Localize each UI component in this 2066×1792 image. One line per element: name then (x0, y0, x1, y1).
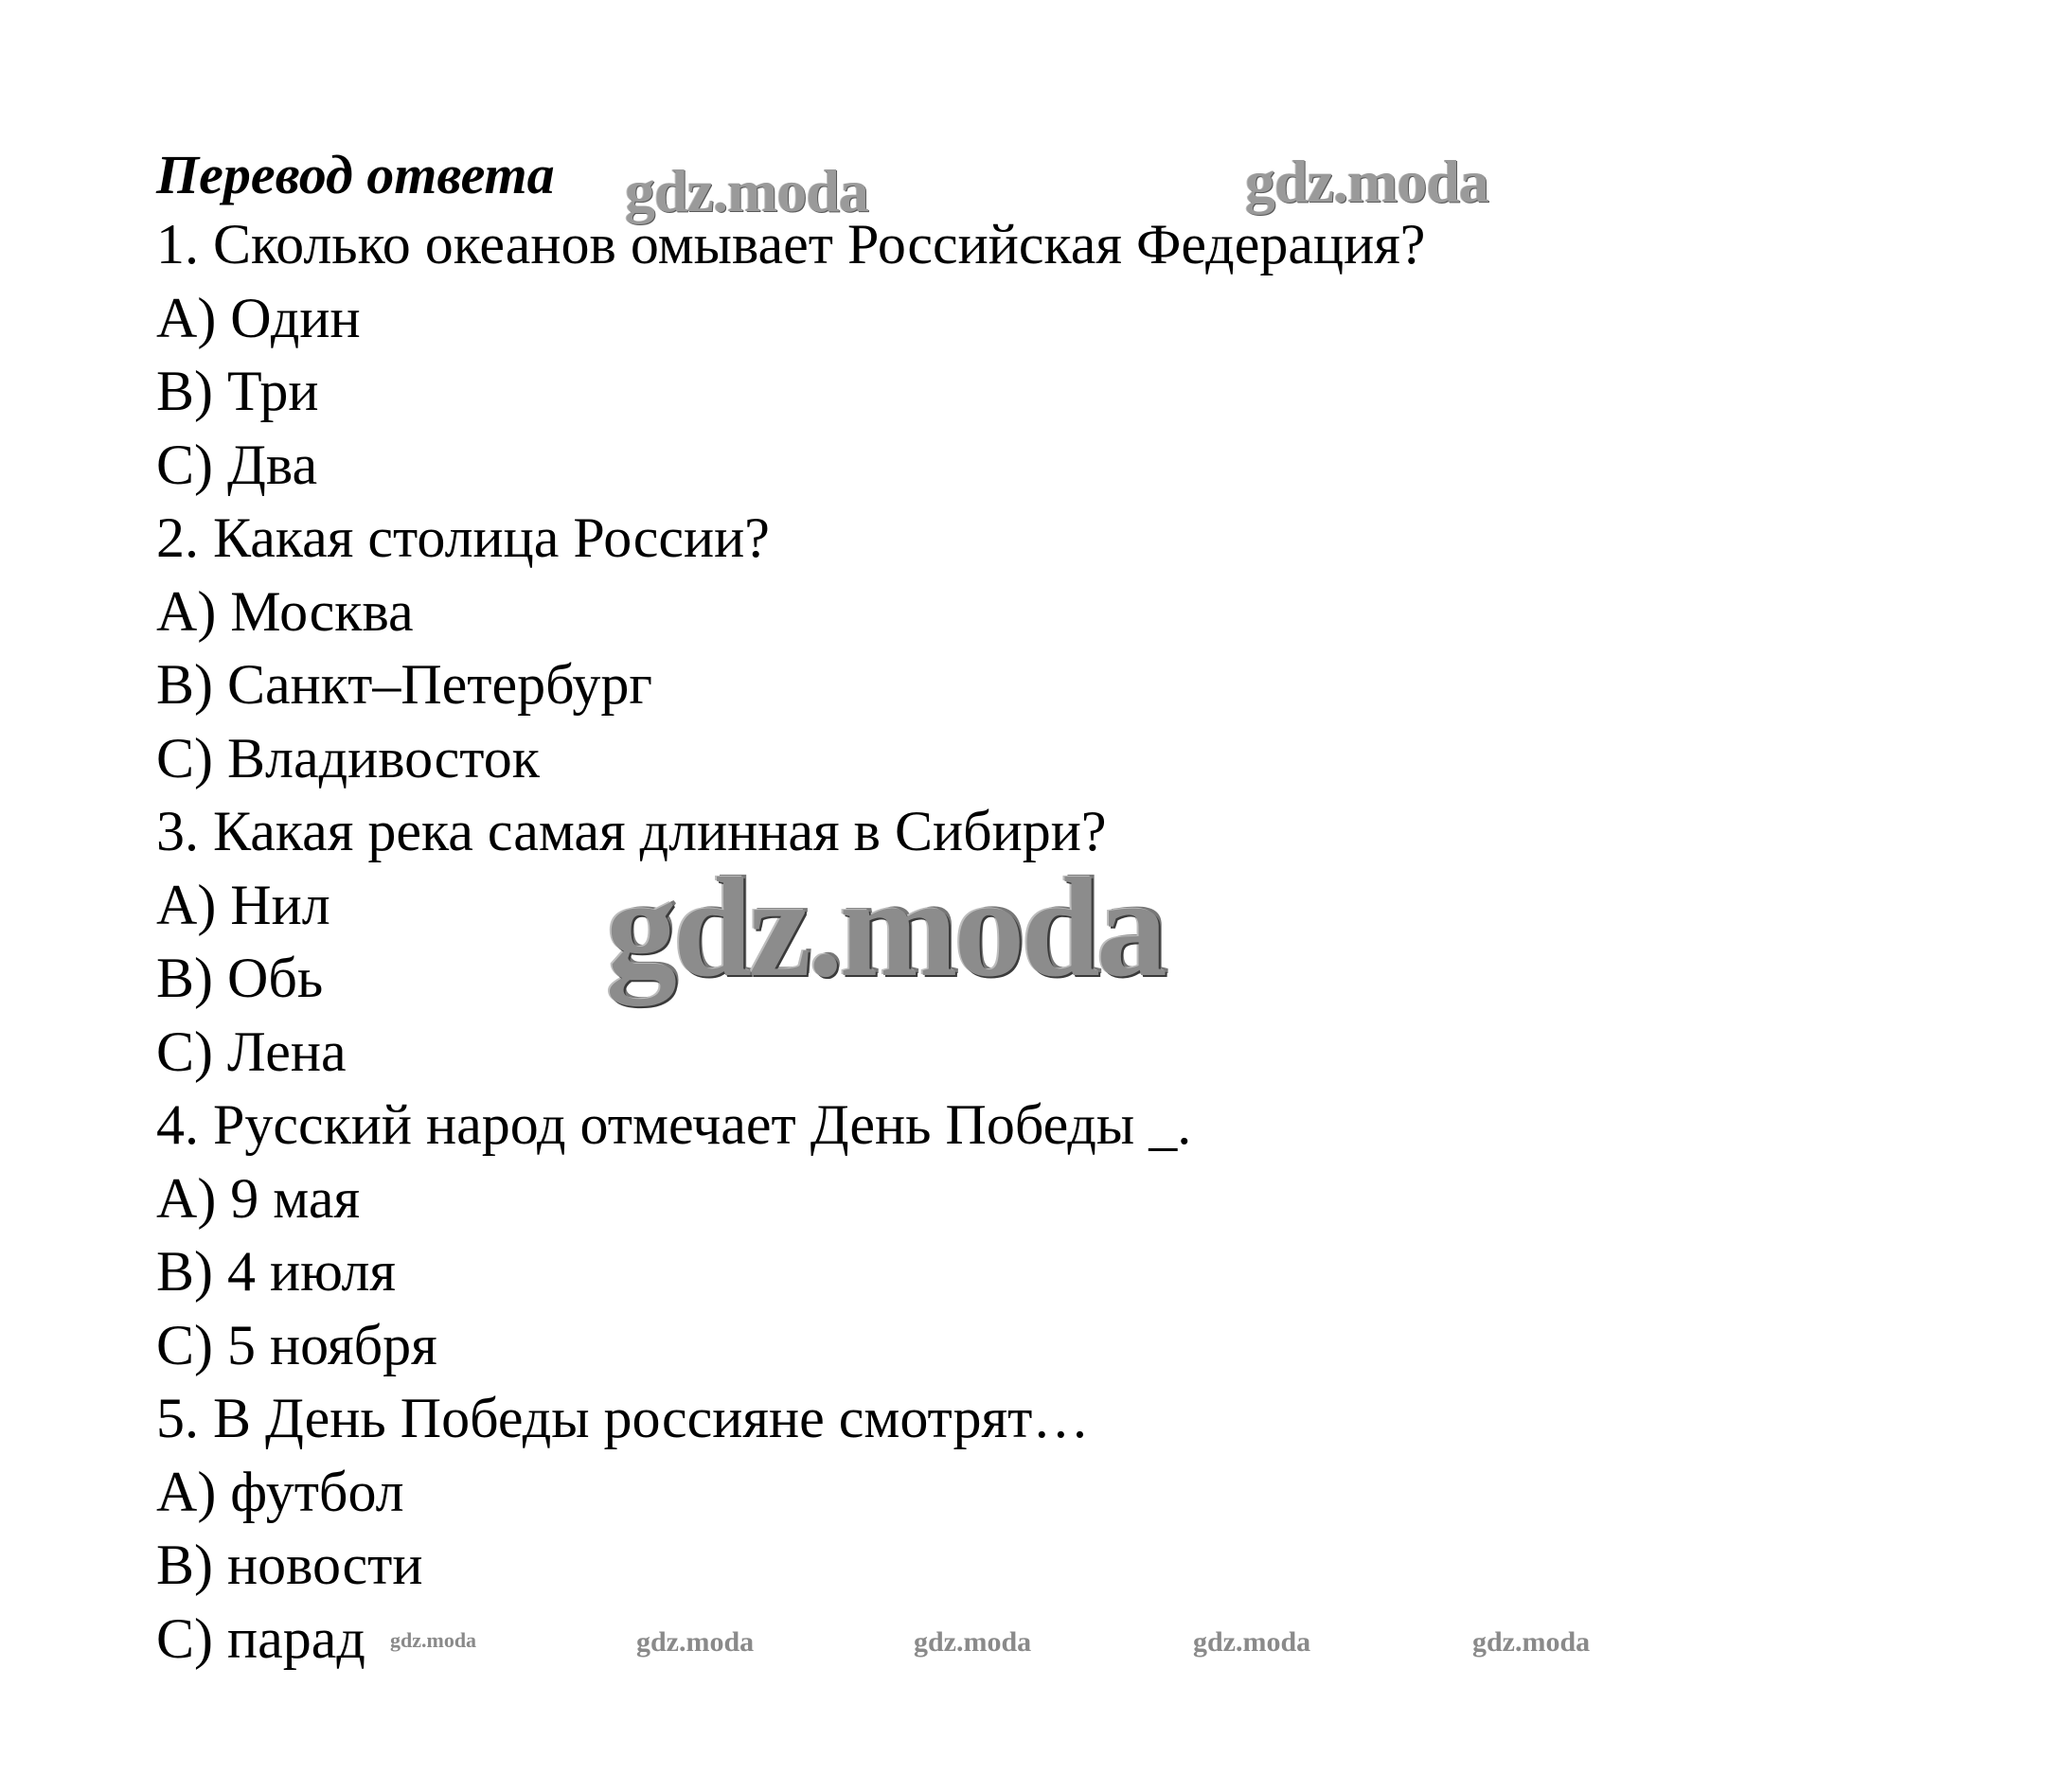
document-title: Перевод ответа (156, 144, 555, 205)
watermark: gdz.moda (1193, 1626, 1311, 1658)
answer-1a: A) Один (156, 286, 361, 349)
question-4: 4. Русский народ отмечает День Победы _. (156, 1093, 1192, 1156)
watermark: gdz.moda (914, 1626, 1032, 1658)
question-2: 2. Какая столица России? (156, 506, 770, 569)
answer-4c: C) 5 ноября (156, 1313, 437, 1376)
watermark: gdz.moda (625, 157, 868, 224)
question-5: 5. В День Победы россияне смотрят… (156, 1387, 1090, 1449)
answer-1b: B) Три (156, 360, 319, 422)
answer-3b: B) Обь (156, 947, 324, 1009)
answer-2b: B) Санкт–Петербург (156, 653, 653, 716)
watermark: gdz.moda (636, 1626, 755, 1658)
answer-2c: C) Владивосток (156, 726, 540, 790)
watermark: gdz.moda (1245, 148, 1488, 215)
answer-4b: B) 4 июля (156, 1240, 396, 1303)
answer-4a: A) 9 мая (156, 1166, 361, 1230)
question-3: 3. Какая река самая длинная в Сибири? (156, 800, 1107, 862)
answer-5a: A) футбол (156, 1460, 404, 1523)
answer-1c: C) Два (156, 433, 318, 496)
watermark: gdz.moda (606, 849, 1164, 1006)
answer-5b: B) новости (156, 1534, 423, 1596)
answer-2a: A) Москва (156, 579, 414, 643)
question-1: 1. Сколько океанов омывает Российская Федерация? (156, 213, 1426, 275)
answer-5c: C) парад (156, 1606, 365, 1670)
watermark: gdz.moda (1472, 1626, 1591, 1658)
answer-3c: C) Лена (156, 1020, 347, 1083)
watermark: gdz.moda (390, 1628, 477, 1652)
answer-3a: A) Нил (156, 873, 330, 936)
